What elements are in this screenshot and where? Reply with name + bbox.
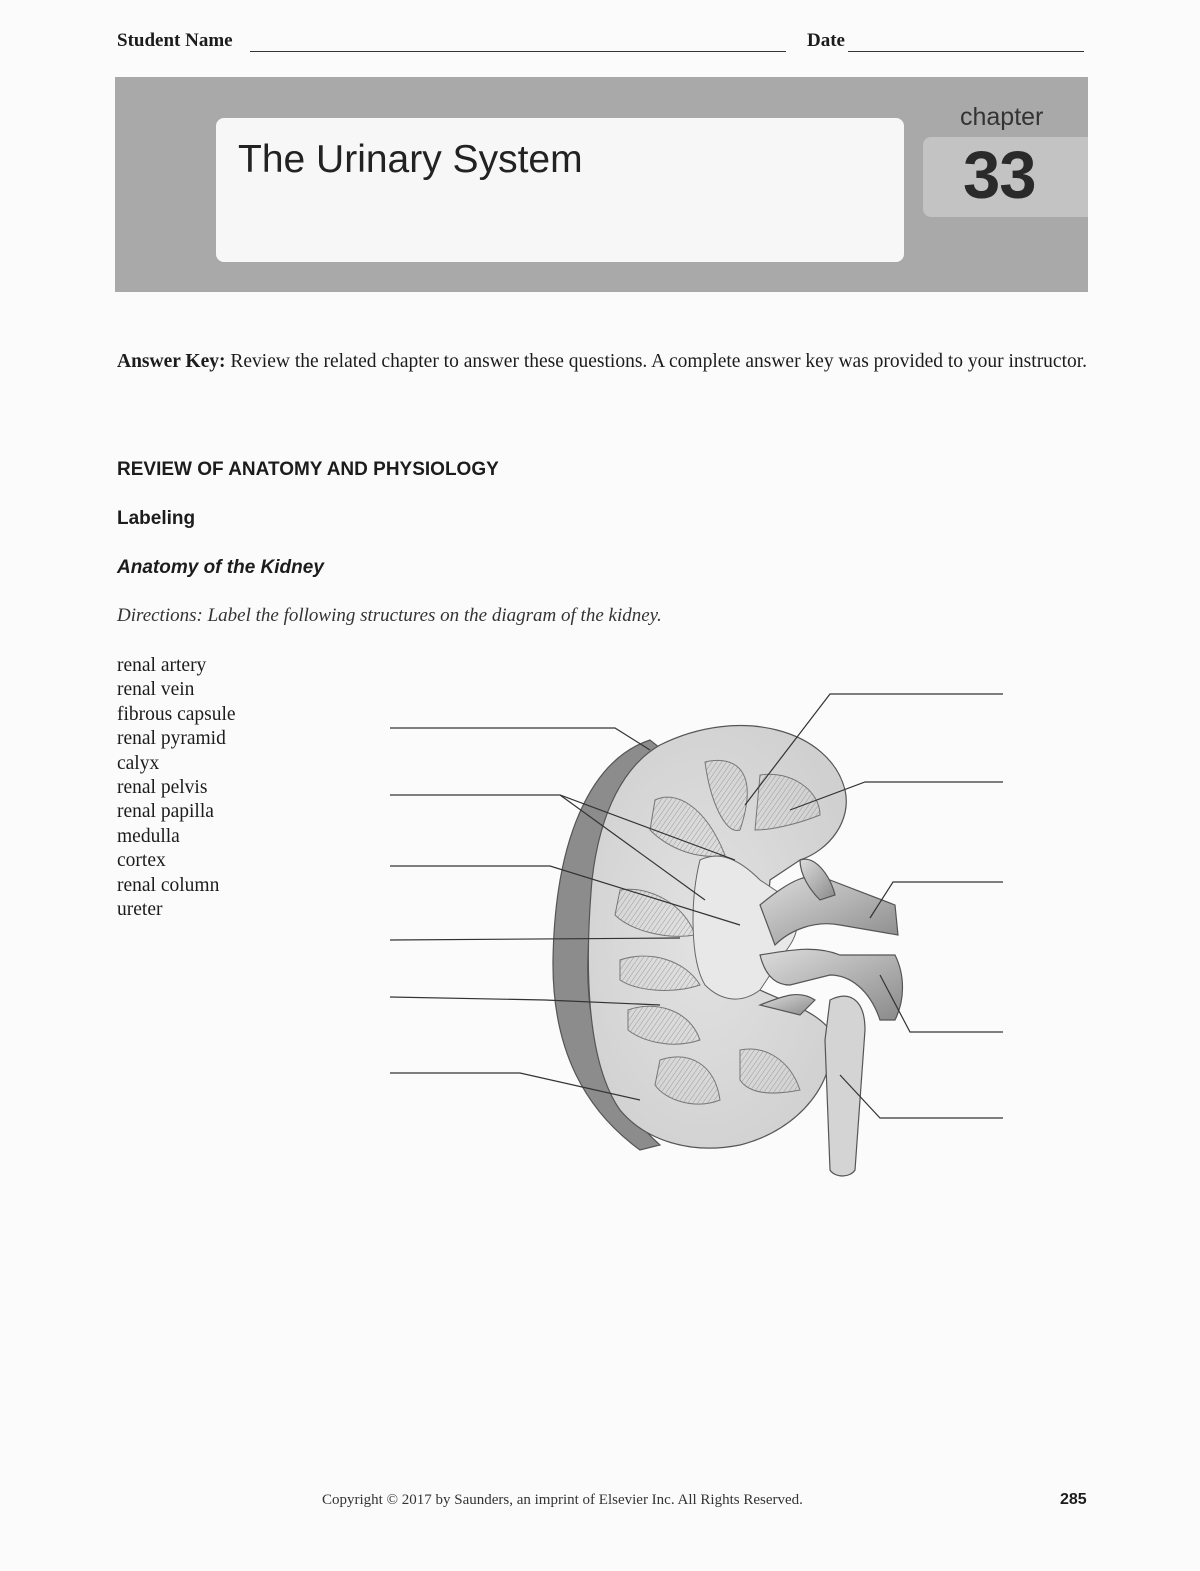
date-label: Date <box>807 30 845 51</box>
term-item: calyx <box>117 752 160 774</box>
term-item: renal column <box>117 874 220 896</box>
answer-key-paragraph <box>117 350 1092 374</box>
directions-text: Directions: Label the following structures on the diagram of the kidney. <box>117 605 662 626</box>
copyright-footer: Copyright © 2017 by Saunders, an imprint of Elsevier Inc. All Rights Reserved. <box>322 1492 803 1508</box>
subsection-heading: Labeling <box>117 508 196 529</box>
name-date-row <box>117 30 1085 58</box>
student-name-field[interactable] <box>250 51 786 52</box>
term-list <box>117 654 236 922</box>
chapter-banner <box>115 77 1088 292</box>
title-box <box>216 118 904 262</box>
term-item: renal pyramid <box>117 728 226 750</box>
term-item: renal artery <box>117 655 207 676</box>
page-number: 285 <box>1060 1491 1087 1508</box>
term-item: renal pelvis <box>117 777 208 799</box>
page-title: The Urinary System <box>238 138 583 181</box>
term-item: fibrous capsule <box>117 703 236 725</box>
renal-vessels <box>760 859 903 1020</box>
term-item: ureter <box>117 899 163 921</box>
term-item: medulla <box>117 825 180 847</box>
section-heading: REVIEW OF ANATOMY AND PHYSIOLOGY <box>117 459 499 480</box>
student-name-label: Student Name <box>117 30 233 51</box>
kidney-diagram <box>380 680 1020 1180</box>
answer-key-text: Review the related chapter to answer these questions. A complete answer key was provided to your instructor. <box>225 351 1088 372</box>
chapter-number: 33 <box>963 138 1036 213</box>
term-item: renal papilla <box>117 801 214 823</box>
chapter-number-box <box>923 137 1088 217</box>
chapter-label: chapter <box>960 103 1044 131</box>
topic-heading: Anatomy of the Kidney <box>117 557 324 578</box>
ureter <box>825 996 865 1176</box>
answer-key-label: Answer Key: <box>117 351 226 372</box>
date-field[interactable] <box>848 51 1084 52</box>
term-item: renal vein <box>117 679 195 701</box>
term-item: cortex <box>117 850 166 872</box>
